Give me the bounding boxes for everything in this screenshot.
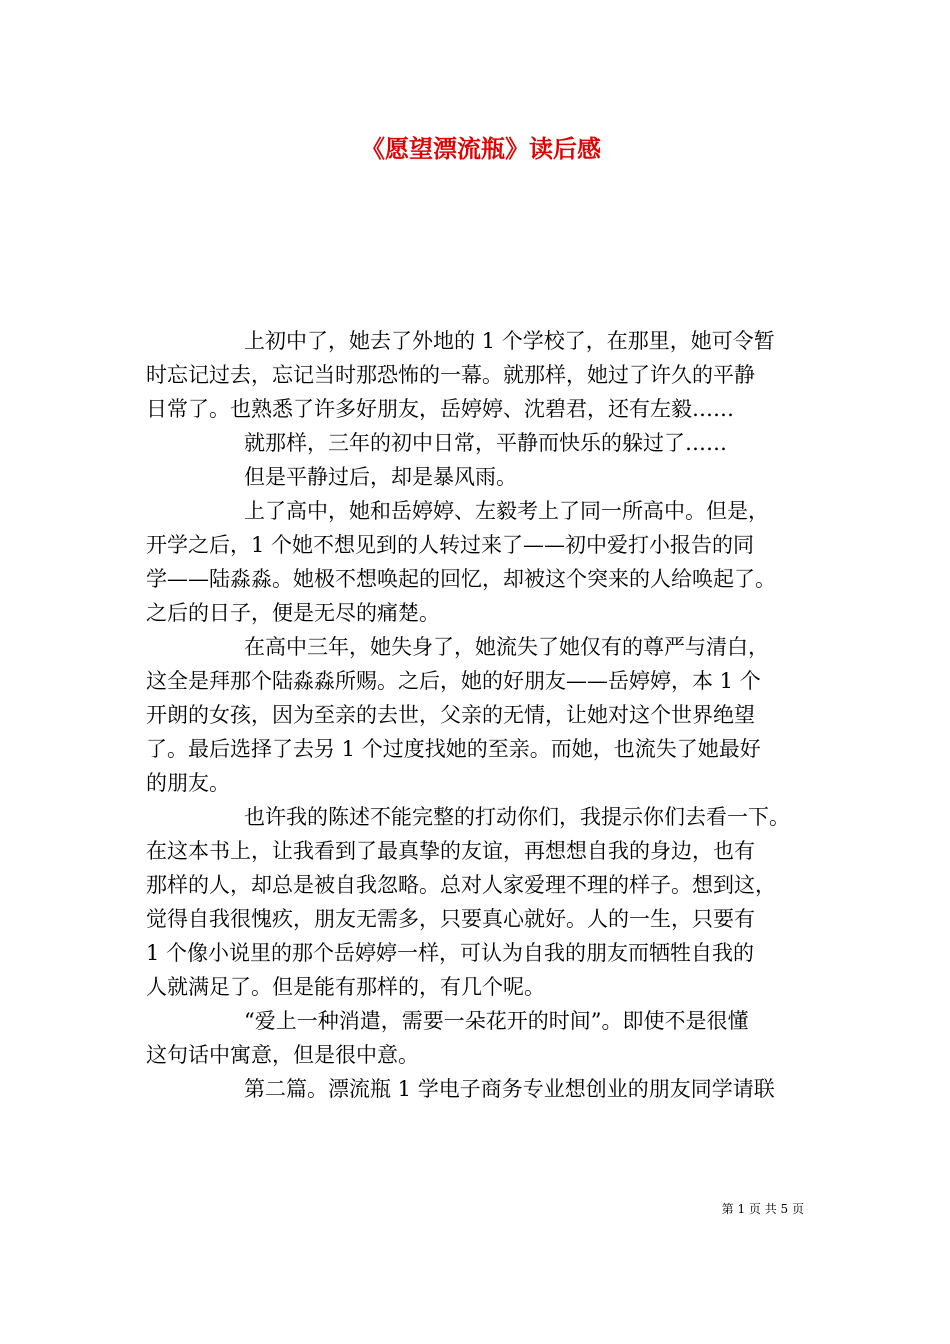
text-line: 上初中了，她去了外地的 1 个学校了，在那里，她可令暂	[244, 329, 775, 353]
page-number-footer: 第 1 页 共 5 页	[721, 1202, 804, 1216]
text-line: 那样的人，却总是被自我忽略。总对人家爱理不理的样子。想到这，	[146, 873, 776, 897]
text-line: 但是平静过后，却是暴风雨。	[244, 465, 517, 489]
text-line: 就那样，三年的初中日常，平静而快乐的躲过了……	[244, 431, 727, 455]
text-line: 这全是拜那个陆淼淼所赐。之后，她的好朋友——岳婷婷，本 1 个	[146, 669, 761, 693]
text-line: 时忘记过去，忘记当时那恐怖的一幕。就那样，她过了许久的平静	[146, 363, 755, 387]
text-line: 日常了。也熟悉了许多好朋友，岳婷婷、沈碧君，还有左毅……	[146, 397, 734, 421]
text-line: 的朋友。	[146, 771, 230, 795]
body-text	[146, 324, 822, 1106]
text-line: 了。最后选择了去另 1 个过度找她的至亲。而她，也流失了她最好	[146, 737, 761, 761]
text-line: 这句话中寓意，但是很中意。	[146, 1043, 419, 1067]
text-line: 之后的日子，便是无尽的痛楚。	[146, 601, 440, 625]
text-line: 开学之后，1 个她不想见到的人转过来了——初中爱打小报告的同	[146, 533, 755, 557]
text-line: 觉得自我很愧疚，朋友无需多，只要真心就好。人的一生，只要有	[146, 907, 755, 931]
text-line: 开朗的女孩，因为至亲的去世，父亲的无情，让她对这个世界绝望	[146, 703, 755, 727]
text-line: 人就满足了。但是能有那样的，有几个呢。	[146, 975, 545, 999]
text-line: 1 个像小说里的那个岳婷婷一样，可认为自我的朋友而牺牲自我的	[146, 941, 755, 965]
document-title: 《愿望漂流瓶》读后感	[361, 134, 601, 163]
text-line: 上了高中，她和岳婷婷、左毅考上了同一所高中。但是，	[244, 499, 769, 523]
text-line: 也许我的陈述不能完整的打动你们，我提示你们去看一下。	[244, 805, 790, 829]
text-line: 在高中三年，她失身了，她流失了她仅有的尊严与清白，	[244, 635, 769, 659]
text-line: 第二篇。漂流瓶 1 学电子商务专业想创业的朋友同学请联	[244, 1077, 775, 1101]
text-line: “爱上一种消遣，需要一朵花开的时间”。即使不是很懂	[244, 1009, 749, 1033]
text-line: 学——陆淼淼。她极不想唤起的回忆，却被这个突来的人给唤起了。	[146, 567, 776, 591]
text-line: 在这本书上，让我看到了最真挚的友谊，再想想自我的身边，也有	[146, 839, 755, 863]
